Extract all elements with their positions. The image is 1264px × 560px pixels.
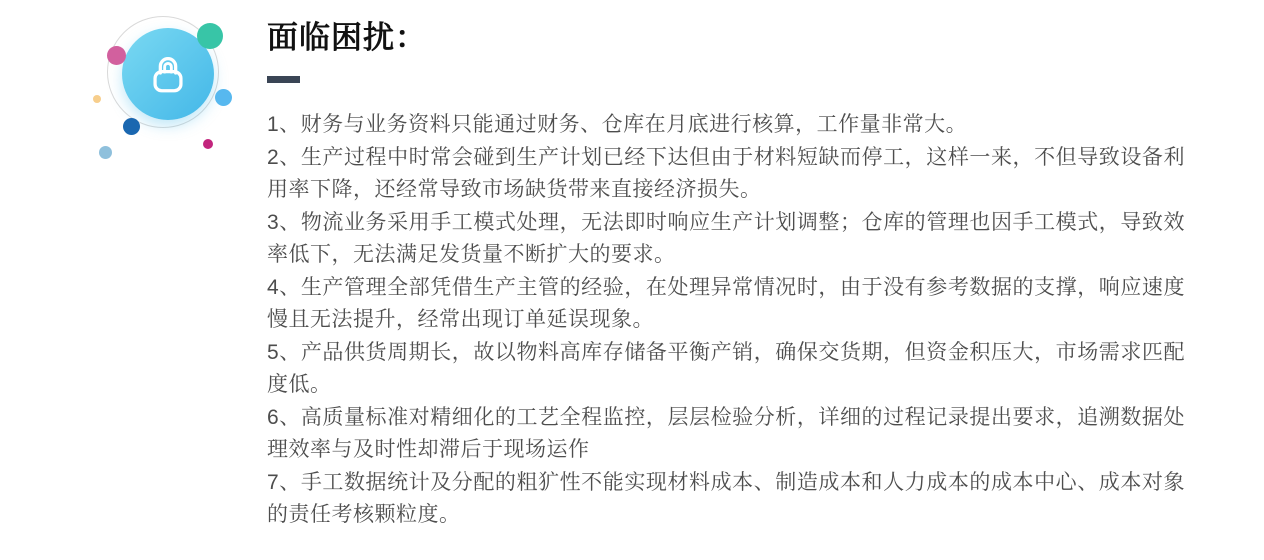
issue-item: 5、产品供货周期长，故以物料高库存储备平衡产销，确保交货期，但资金积压大，市场需求匹配度低。 xyxy=(267,340,1185,396)
issue-item: 7、手工数据统计及分配的粗犷性不能实现材料成本、制造成本和人力成本的成本中心、成本对象的责任考核颗粒度。 xyxy=(267,470,1185,526)
decor-dot-pale-orange xyxy=(93,95,101,103)
issue-list xyxy=(267,109,1185,532)
decor-dot-magenta xyxy=(203,139,213,149)
decor-dot-pink xyxy=(107,46,126,65)
page-title: 面临困扰： xyxy=(267,20,427,55)
issue-item: 2、生产过程中时常会碰到生产计划已经下达但由于材料短缺而停工，这样一来，不但导致设备利用率下降，还经常导致市场缺货带来直接经济损失。 xyxy=(267,145,1185,201)
content-area xyxy=(267,0,1185,532)
issue-item: 6、高质量标准对精细化的工艺全程监控，层层检验分析，详细的过程记录提出要求，追溯数据处理效率与及时性却滞后于现场运作 xyxy=(267,405,1185,461)
decor-dot-steel-blue xyxy=(99,146,112,159)
lock-badge xyxy=(88,5,248,165)
issue-item: 4、生产管理全部凭借生产主管的经验，在处理异常情况时，由于没有参考数据的支撑，响应速度慢且无法提升，经常出现订单延误现象。 xyxy=(267,275,1185,331)
title-underline xyxy=(267,76,300,83)
decor-dot-sky-blue xyxy=(215,89,232,106)
decor-dot-dark-blue xyxy=(123,118,140,135)
issue-item: 3、物流业务采用手工模式处理，无法即时响应生产计划调整；仓库的管理也因手工模式，导致效率低下，无法满足发货量不断扩大的要求。 xyxy=(267,210,1185,266)
decor-dot-teal xyxy=(197,23,223,49)
lock-icon xyxy=(145,51,191,97)
issue-item: 1、财务与业务资料只能通过财务、仓库在月底进行核算，工作量非常大。 xyxy=(267,113,968,136)
